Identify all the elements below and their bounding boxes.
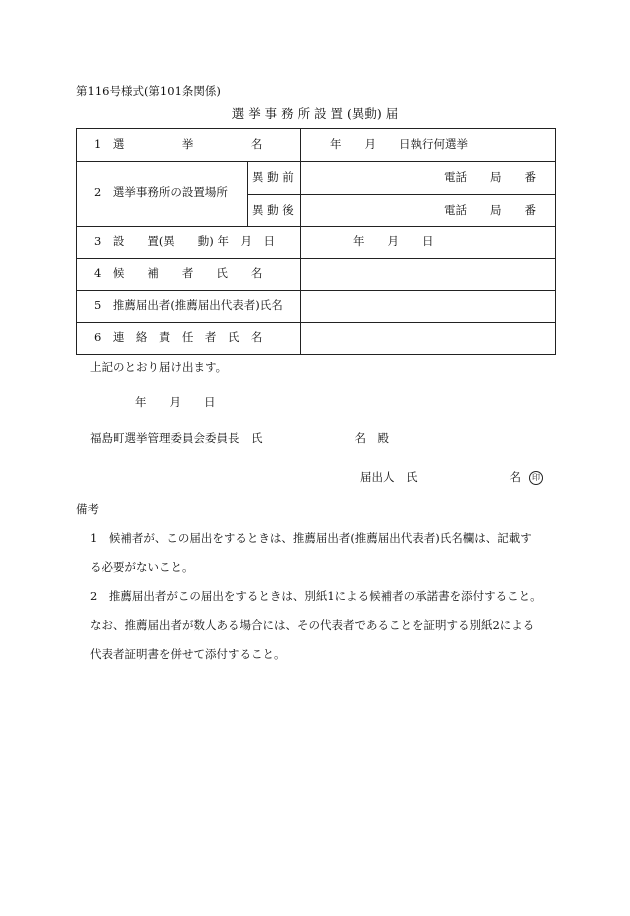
submitter-label: 届出人 氏 名 [360, 470, 521, 484]
application-form-table [76, 128, 556, 354]
notes-heading: 備考 [76, 502, 99, 516]
note-1-line-2: る必要がないこと。 [90, 560, 194, 574]
statement-text: 上記のとおり届け出ます。 [90, 360, 228, 374]
note-1-line-1: 1 候補者が、この届出をするときは、推薦届出者(推薦届出代表者)氏名欄は、記載す [90, 531, 532, 545]
row-office-location-label: 2 選挙事務所の設置場所 [94, 185, 228, 199]
row-recommender-name-label: 5 推薦届出者(推薦届出代表者)氏名 [94, 298, 283, 312]
seal-mark: 印 [529, 471, 543, 485]
before-change-label: 異 動 前 [252, 170, 294, 184]
row-election-label: 1 選 挙 名 [94, 137, 263, 151]
row-election-value[interactable]: 年 月 日執行何選挙 [330, 137, 468, 151]
addressee-line: 福島町選挙管理委員会委員長 氏 名 殿 [90, 431, 389, 445]
note-2-line-3: 代表者証明書を併せて添付すること。 [90, 647, 286, 661]
phone-after-field[interactable]: 電話 局 番 [444, 203, 536, 217]
row-contact-person-label: 6 連 絡 責 任 者 氏 名 [94, 330, 263, 344]
row-date-label: 3 設 置(異 動) 年 月 日 [94, 234, 275, 248]
row-date-value[interactable]: 年 月 日 [353, 234, 434, 248]
form-title: 選 挙 事 務 所 設 置 (異動) 届 [231, 106, 399, 121]
submission-date[interactable]: 年 月 日 [135, 395, 216, 409]
submitter-line[interactable] [360, 471, 543, 485]
row-candidate-name-label: 4 候 補 者 氏 名 [94, 266, 263, 280]
form-number: 第116号様式(第101条関係) [76, 84, 221, 98]
note-2-line-1: 2 推薦届出者がこの届出をするときは、別紙1による候補者の承諾書を添付すること。 [90, 589, 542, 603]
phone-before-field[interactable]: 電話 局 番 [444, 170, 536, 184]
note-2-line-2: なお、推薦届出者が数人ある場合には、その代表者であることを証明する別紙2による [90, 618, 535, 632]
after-change-label: 異 動 後 [252, 203, 294, 217]
